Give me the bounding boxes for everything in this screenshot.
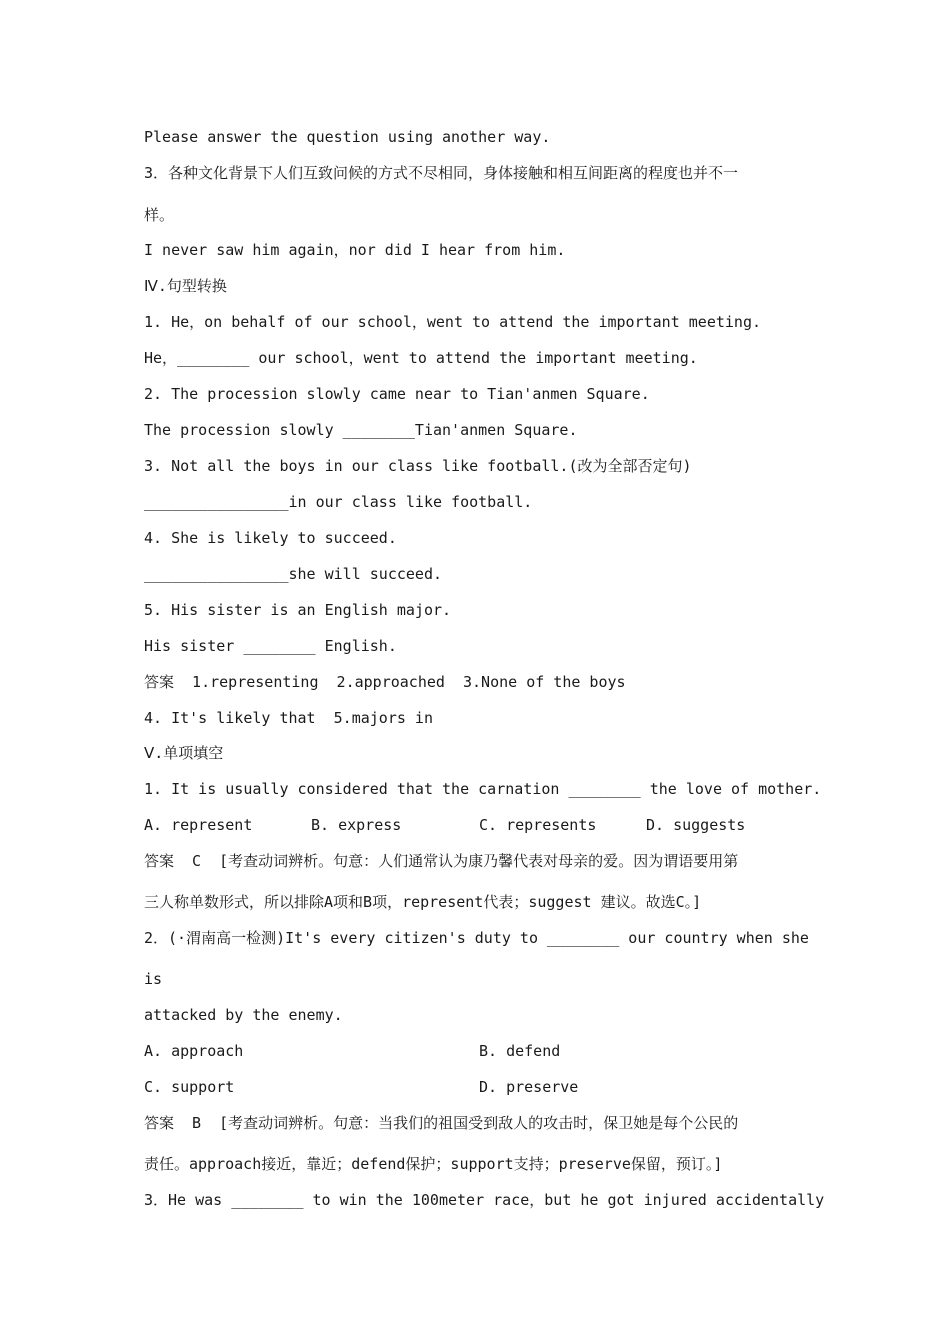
option-b: B. defend bbox=[479, 1042, 561, 1060]
question-line: 1. It is usually considered that the carnation ________ the love of mother. bbox=[144, 780, 822, 798]
text-line: 5. His sister is an English major. bbox=[144, 601, 452, 619]
section-heading: Ⅳ.句型转换 bbox=[144, 277, 227, 295]
answer-line: 责任。approach接近，靠近；defend保护；support支持；preserve保留，预订。] bbox=[144, 1155, 723, 1173]
question-line: 3．He was ________ to win the 100meter race，but he got injured accidentally bbox=[144, 1191, 825, 1209]
text-line: 样。 bbox=[144, 206, 175, 224]
answer-line: 答案 C [考查动词辨析。句意：人们通常认为康乃馨代表对母亲的爱。因为谓语要用第 bbox=[144, 852, 739, 870]
text-line: 4. She is likely to succeed. bbox=[144, 529, 397, 547]
answer-line: 4. It's likely that 5.majors in bbox=[144, 709, 433, 727]
text-line: He，________ our school，went to attend the important meeting. bbox=[144, 349, 698, 367]
question-line: attacked by the enemy. bbox=[144, 1006, 343, 1024]
text-line: ________________in our class like football. bbox=[144, 493, 533, 511]
option-d: D. preserve bbox=[479, 1078, 579, 1096]
option-c: C. represents bbox=[479, 816, 597, 834]
option-c: C. support bbox=[144, 1078, 235, 1096]
option-a: A. represent bbox=[144, 816, 253, 834]
option-b: B. express bbox=[311, 816, 402, 834]
text-line: 3. Not all the boys in our class like football.(改为全部否定句) bbox=[144, 457, 692, 475]
question-line: is bbox=[144, 970, 163, 988]
answer-line: 三人称单数形式，所以排除A项和B项，represent代表；suggest 建议。故选C。] bbox=[144, 893, 702, 911]
question-line: 2．(·渭南高一检测)It's every citizen's duty to ________ our country when she bbox=[144, 929, 809, 947]
text-line: 1. He，on behalf of our school，went to attend the important meeting. bbox=[144, 313, 761, 331]
text-line: 3．各种文化背景下人们互致问候的方式不尽相同，身体接触和相互间距离的程度也并不一 bbox=[144, 164, 739, 182]
text-line: Please answer the question using another way. bbox=[144, 128, 551, 146]
text-line: The procession slowly ________Tian'anmen Square. bbox=[144, 421, 578, 439]
text-line: ________________she will succeed. bbox=[144, 565, 443, 583]
text-line: I never saw him again，nor did I hear from him. bbox=[144, 241, 566, 259]
answer-line: 答案 B [考查动词辨析。句意：当我们的祖国受到敌人的攻击时，保卫她是每个公民的 bbox=[144, 1114, 739, 1132]
option-a: A. approach bbox=[144, 1042, 244, 1060]
section-heading: Ⅴ.单项填空 bbox=[144, 744, 224, 762]
option-d: D. suggests bbox=[646, 816, 746, 834]
text-line: 2. The procession slowly came near to Tian'anmen Square. bbox=[144, 385, 650, 403]
answer-line: 答案 1.representing 2.approached 3.None of the boys bbox=[144, 673, 626, 691]
text-line: His sister ________ English. bbox=[144, 637, 397, 655]
